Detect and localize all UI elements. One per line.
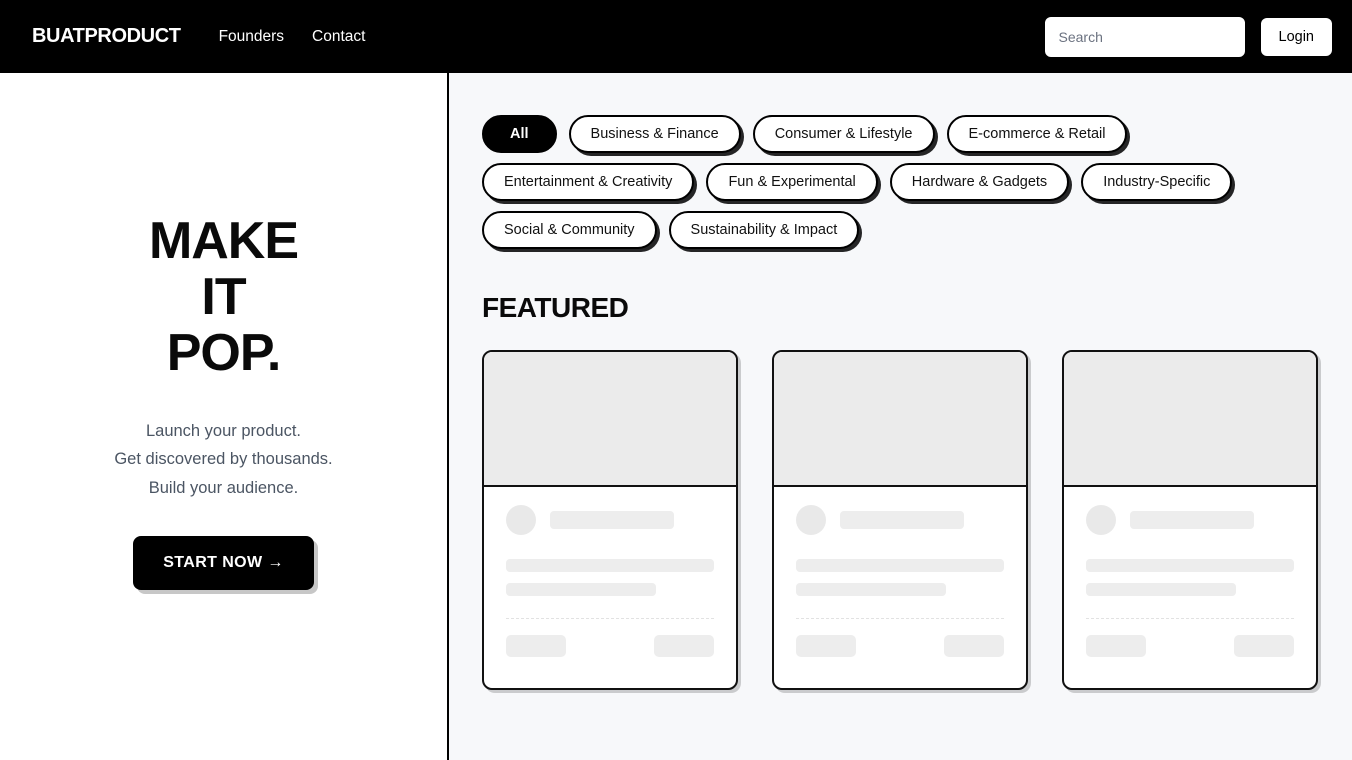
hero-title-line-2: IT bbox=[201, 267, 246, 326]
card-body bbox=[484, 487, 736, 688]
hero-title-line-1: MAKE bbox=[148, 211, 299, 270]
nav-item-contact[interactable]: Contact bbox=[312, 27, 366, 45]
card-thumbnail-placeholder bbox=[1064, 352, 1316, 487]
avatar bbox=[1086, 505, 1116, 535]
featured-section-title: FEATURED bbox=[482, 292, 629, 323]
filter-chip-business-finance[interactable]: Business & Finance bbox=[569, 115, 741, 153]
search-input[interactable] bbox=[1059, 29, 1231, 45]
filter-chip-ecommerce-retail[interactable]: E-commerce & Retail bbox=[947, 115, 1128, 153]
primary-nav bbox=[219, 28, 366, 46]
card-body bbox=[774, 487, 1026, 688]
card-action-placeholder[interactable] bbox=[944, 635, 1004, 657]
nav-item-founders[interactable]: Founders bbox=[218, 27, 285, 45]
filter-chip-hardware-gadgets[interactable]: Hardware & Gadgets bbox=[890, 163, 1069, 201]
card-divider bbox=[796, 618, 1004, 619]
filter-chip-industry-specific[interactable]: Industry-Specific bbox=[1081, 163, 1232, 201]
filter-chip-fun-experimental[interactable]: Fun & Experimental bbox=[706, 163, 877, 201]
main-content bbox=[449, 73, 1352, 760]
filter-chip-all[interactable]: All bbox=[482, 115, 557, 153]
filter-chip-entertainment-creativity[interactable]: Entertainment & Creativity bbox=[482, 163, 694, 201]
card-tag-placeholder bbox=[796, 635, 856, 657]
product-card[interactable] bbox=[772, 350, 1028, 690]
hero-title-line-3: POP. bbox=[166, 323, 281, 382]
product-card[interactable] bbox=[482, 350, 738, 690]
card-title-placeholder bbox=[840, 511, 964, 529]
card-tag-placeholder bbox=[1086, 635, 1146, 657]
card-footer bbox=[796, 635, 1004, 657]
card-text-placeholder-2 bbox=[1086, 583, 1236, 596]
hero-title bbox=[149, 213, 298, 381]
card-header bbox=[796, 505, 1004, 535]
hero-subtitle-line-2: Get discovered by thousands. bbox=[114, 450, 333, 469]
filter-chip-sustainability-impact[interactable]: Sustainability & Impact bbox=[669, 211, 860, 249]
avatar bbox=[506, 505, 536, 535]
hero-subtitle bbox=[114, 417, 332, 503]
card-divider bbox=[1086, 618, 1294, 619]
card-thumbnail-placeholder bbox=[774, 352, 1026, 487]
hero-section bbox=[0, 73, 449, 760]
search-box[interactable] bbox=[1045, 17, 1245, 57]
featured-card-list bbox=[482, 350, 1320, 690]
brand-logo[interactable]: BUATPRODUCT bbox=[32, 25, 181, 47]
card-footer bbox=[1086, 635, 1294, 657]
card-action-placeholder[interactable] bbox=[654, 635, 714, 657]
card-text-placeholder-2 bbox=[796, 583, 946, 596]
page-body bbox=[0, 73, 1352, 760]
card-text-placeholder-1 bbox=[506, 559, 714, 572]
avatar bbox=[796, 505, 826, 535]
card-action-placeholder[interactable] bbox=[1234, 635, 1294, 657]
card-footer bbox=[506, 635, 714, 657]
card-header bbox=[506, 505, 714, 535]
card-divider bbox=[506, 618, 714, 619]
login-button[interactable]: Login bbox=[1261, 18, 1332, 56]
card-title-placeholder bbox=[1130, 511, 1254, 529]
card-text-placeholder-2 bbox=[506, 583, 656, 596]
card-text-placeholder-1 bbox=[796, 559, 1004, 572]
card-tag-placeholder bbox=[506, 635, 566, 657]
site-header bbox=[0, 0, 1352, 73]
product-card[interactable] bbox=[1062, 350, 1318, 690]
category-filter-list bbox=[482, 115, 1312, 249]
card-title-placeholder bbox=[550, 511, 674, 529]
start-now-button[interactable]: START NOW → bbox=[133, 536, 314, 590]
card-body bbox=[1064, 487, 1316, 688]
filter-chip-consumer-lifestyle[interactable]: Consumer & Lifestyle bbox=[753, 115, 935, 153]
card-header bbox=[1086, 505, 1294, 535]
card-text-placeholder-1 bbox=[1086, 559, 1294, 572]
hero-subtitle-line-1: Launch your product. bbox=[145, 421, 301, 440]
header-actions bbox=[1045, 17, 1332, 57]
card-thumbnail-placeholder bbox=[484, 352, 736, 487]
hero-subtitle-line-3: Build your audience. bbox=[148, 478, 299, 497]
filter-chip-social-community[interactable]: Social & Community bbox=[482, 211, 657, 249]
